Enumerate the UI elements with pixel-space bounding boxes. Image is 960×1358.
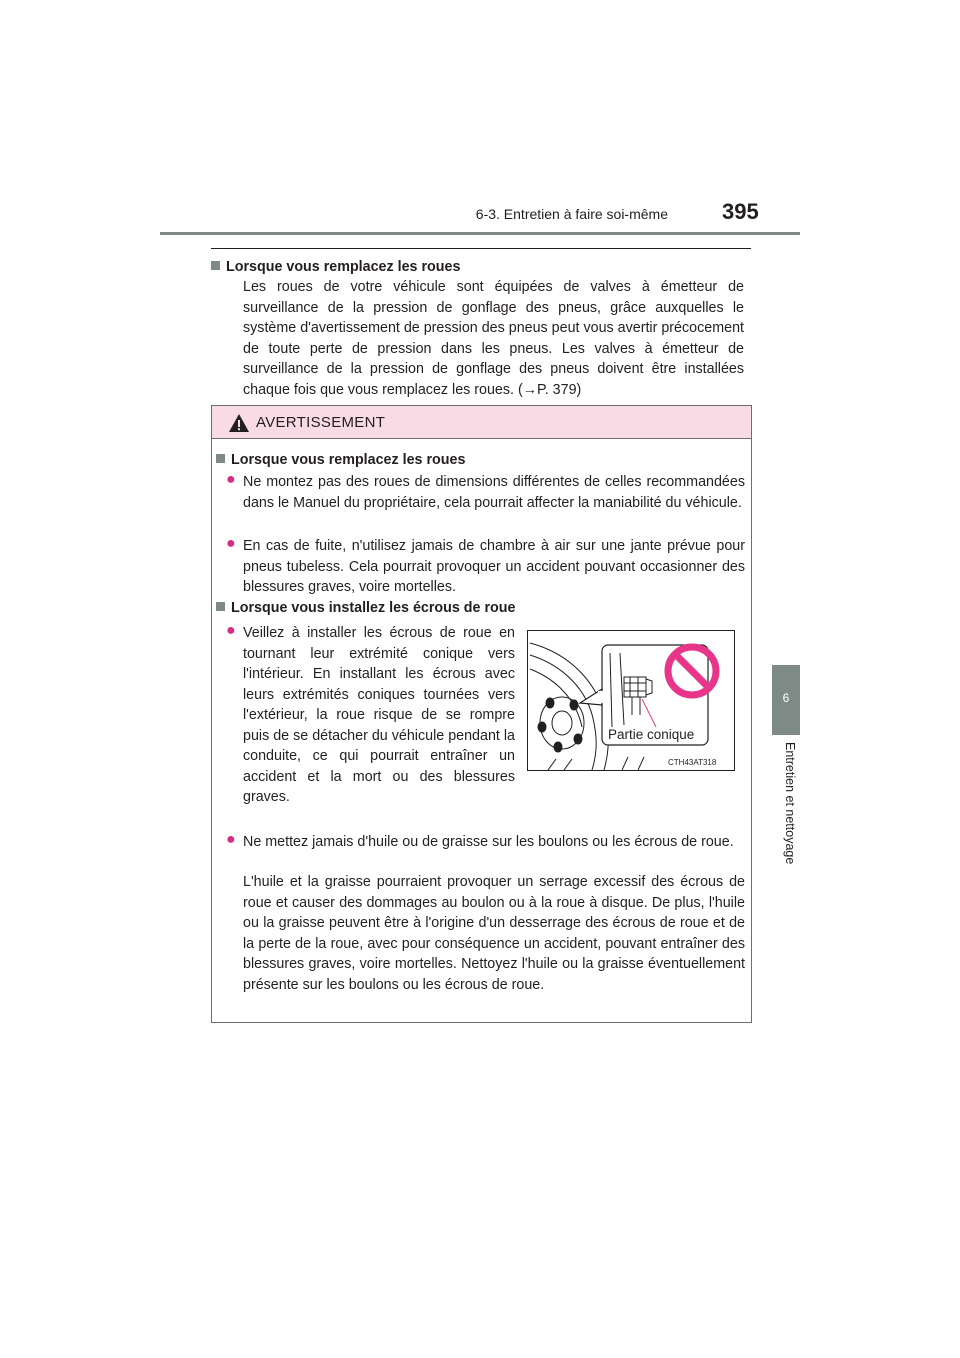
wheel-nut-figure <box>527 630 735 771</box>
section-heading <box>211 259 460 275</box>
bullet-icon: ● <box>226 622 236 639</box>
chapter-number: 6 <box>782 691 790 705</box>
running-header-section: 6-3. Entretien à faire soi-même <box>475 206 668 222</box>
figure-code: CTH43AT318 <box>668 758 717 767</box>
warning-header <box>212 406 751 439</box>
warning-item: Veillez à installer les écrous de roue en tournant leur extrémité conique vers l'intérieur. En installant les écrous avec leurs extrémités coniques tournées vers l'extérieur, la roue risque de se rompre puis de se détacher du véhicule pendant la conduite, ce qui pourrait entraîner un accident et la mort ou des blessures graves. <box>243 625 515 805</box>
warning-item: En cas de fuite, n'utilisez jamais de chambre à air sur une jante prévue pour pneus tubeless. Cela pourrait provoquer un accident pouvant occasionner des blessures graves, voire mortelles. <box>243 538 745 595</box>
warning-item-continuation: L'huile et la graisse pourraient provoquer un serrage excessif des écrous de roue et causer des dommages au boulon ou à la roue à disque. De plus, l'huile ou la graisse peuvent être à l'origine d'un desserrage des écrous de roue et de la perte de la roue, avec pour conséquence un accident, pouvant entraîner des blessures graves, voire mortelles. Nettoyez l'huile ou la graisse éventuellement présente sur les boulons ou les écrous de roue. <box>243 874 745 993</box>
warning-heading-nuts-text: Lorsque vous installez les écrous de roue <box>231 600 516 616</box>
chapter-side-title: Entretien et nettoyage <box>783 742 797 865</box>
bullet-icon: ● <box>226 535 236 552</box>
bullet-icon: ● <box>226 831 236 848</box>
chapter-tab <box>772 665 800 735</box>
square-bullet-icon <box>216 602 225 611</box>
header-rule <box>160 232 800 235</box>
square-bullet-icon <box>216 454 225 463</box>
warning-triangle-icon <box>228 413 250 433</box>
bullet-icon: ● <box>226 471 236 488</box>
warning-heading-wheels-text: Lorsque vous remplacez les roues <box>231 452 466 468</box>
wheel-nut-illustration <box>528 631 734 770</box>
warning-box <box>211 405 752 1023</box>
section-heading-text: Lorsque vous remplacez les roues <box>226 259 461 275</box>
callout-label: Partie conique <box>608 727 695 742</box>
warning-heading-wheels <box>216 452 465 468</box>
warning-item: Ne montez pas des roues de dimensions différentes de celles recommandées dans le Manuel du propriétaire, cela pourrait affecter la maniabilité du véhicule. <box>243 474 745 511</box>
warning-title: AVERTISSEMENT <box>256 414 386 431</box>
warning-heading-nuts <box>216 600 515 616</box>
section-rule <box>211 248 751 249</box>
section-body: Les roues de votre véhicule sont équipées de valves à émetteur de surveillance de la pression de gonflage des pneus, grâce auxquelles le système d'avertissement de pression des pneus peut vous avertir précocement de toute perte de pression dans les pneus. Les valves à émetteur de surveillance de la pression de gonflage des pneus doivent être installées chaque fois que vous remplacez les roues. (→P. 379) <box>243 279 744 398</box>
page-number: 395 <box>722 199 759 224</box>
square-bullet-icon <box>211 261 220 270</box>
warning-item: Ne mettez jamais d'huile ou de graisse sur les boulons ou les écrous de roue. <box>243 834 734 850</box>
